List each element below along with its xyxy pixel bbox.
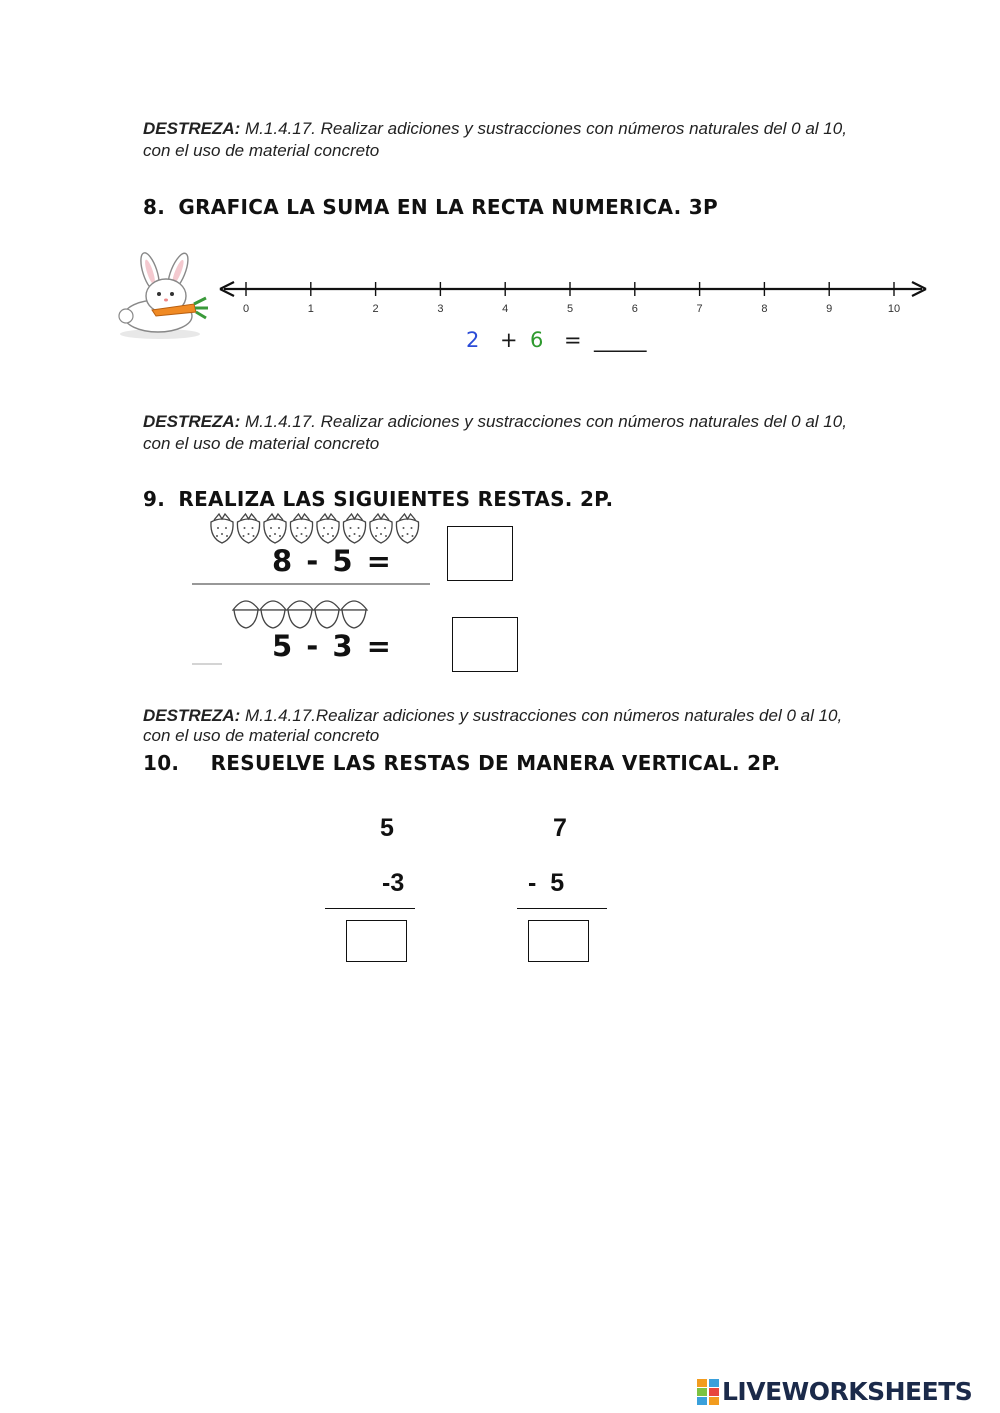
question-9-heading — [143, 487, 613, 511]
tick-label: 9 — [826, 303, 833, 315]
strawberry-icon — [237, 514, 259, 543]
question-title: GRAFICA LA SUMA EN LA RECTA NUMERICA. 3P — [178, 195, 718, 219]
question-10-heading — [143, 751, 781, 775]
tick-label: 7 — [696, 303, 703, 315]
answer-box-vertical-1[interactable] — [346, 920, 407, 962]
subtraction-2: 5 - 3 = — [272, 629, 393, 663]
number-line — [218, 272, 930, 322]
nut-icon — [287, 601, 313, 628]
tick-label: 1 — [307, 303, 314, 315]
skill-statement — [143, 118, 863, 162]
equals-sign: = — [564, 328, 582, 352]
minuend-2: 7 — [553, 814, 567, 842]
nut-icon — [233, 601, 259, 628]
number-line-ticks — [243, 282, 900, 315]
minuend-1: 5 — [380, 814, 394, 842]
strawberry-group — [211, 514, 419, 543]
tick-label: 4 — [502, 303, 509, 315]
question-title: RESUELVE LAS RESTAS DE MANERA VERTICAL. 2P. — [210, 751, 781, 775]
tick-label: 6 — [631, 303, 638, 315]
skill-text: M.1.4.17. Realizar adiciones y sustracciones con números naturales del 0 al 10, con el uso de material concreto — [143, 412, 847, 453]
question-number: 8. — [143, 195, 166, 219]
question-number: 9. — [143, 487, 166, 511]
strawberry-icon — [396, 514, 418, 543]
subtraction-1: 8 - 5 = — [272, 544, 393, 578]
strawberry-icon — [317, 514, 339, 543]
plus-sign: + — [500, 328, 518, 352]
logo-text: LIVEWORKSHEETS — [722, 1377, 973, 1406]
skill-statement — [143, 706, 858, 746]
answer-box-vertical-2[interactable] — [528, 920, 589, 962]
logo-icon — [697, 1379, 719, 1405]
answer-box-subtraction-2[interactable] — [452, 617, 518, 672]
result-line-2 — [517, 908, 607, 909]
subtrahend-1: -3 — [382, 869, 405, 897]
answer-box-subtraction-1[interactable] — [447, 526, 513, 581]
tick-label: 2 — [372, 303, 379, 315]
skill-label: DESTREZA: — [143, 119, 241, 138]
subtrahend-2: - 5 — [528, 869, 565, 897]
tick-label: 0 — [242, 303, 250, 315]
skill-text: M.1.4.17. Realizar adiciones y sustracciones con números naturales del 0 al 10, con el uso de material concreto — [143, 119, 847, 160]
question-8-heading — [143, 195, 718, 219]
strawberry-icon — [370, 514, 392, 543]
tick-label: 10 — [887, 303, 901, 315]
nut-icon — [260, 601, 286, 628]
skill-label: DESTREZA: — [143, 706, 241, 725]
tick-label: 5 — [566, 303, 574, 315]
skill-label: DESTREZA: — [143, 412, 241, 431]
tick-label: 3 — [437, 303, 444, 315]
strawberry-icon — [343, 514, 365, 543]
skill-text: M.1.4.17.Realizar adiciones y sustracciones con números naturales del 0 al 10, con el uso de material concreto — [143, 706, 843, 745]
strawberry-icon — [264, 514, 286, 543]
strawberry-icon — [211, 514, 233, 543]
nut-group — [233, 601, 367, 628]
strawberry-icon — [290, 514, 312, 543]
liveworksheets-logo — [697, 1377, 972, 1406]
addition-equation — [466, 328, 666, 358]
addend-b: 6 — [530, 328, 544, 352]
question-title: REALIZA LAS SIGUIENTES RESTAS. 2P. — [178, 487, 614, 511]
addend-a: 2 — [466, 328, 480, 352]
nut-icon — [314, 601, 340, 628]
skill-statement — [143, 411, 863, 455]
bunny-carrot-illustration — [112, 250, 208, 342]
result-line-1 — [325, 908, 415, 909]
answer-blank[interactable]: _____ — [594, 328, 647, 352]
tick-label: 8 — [761, 303, 768, 315]
question-number: 10. — [143, 751, 180, 775]
nut-icon — [341, 601, 367, 628]
